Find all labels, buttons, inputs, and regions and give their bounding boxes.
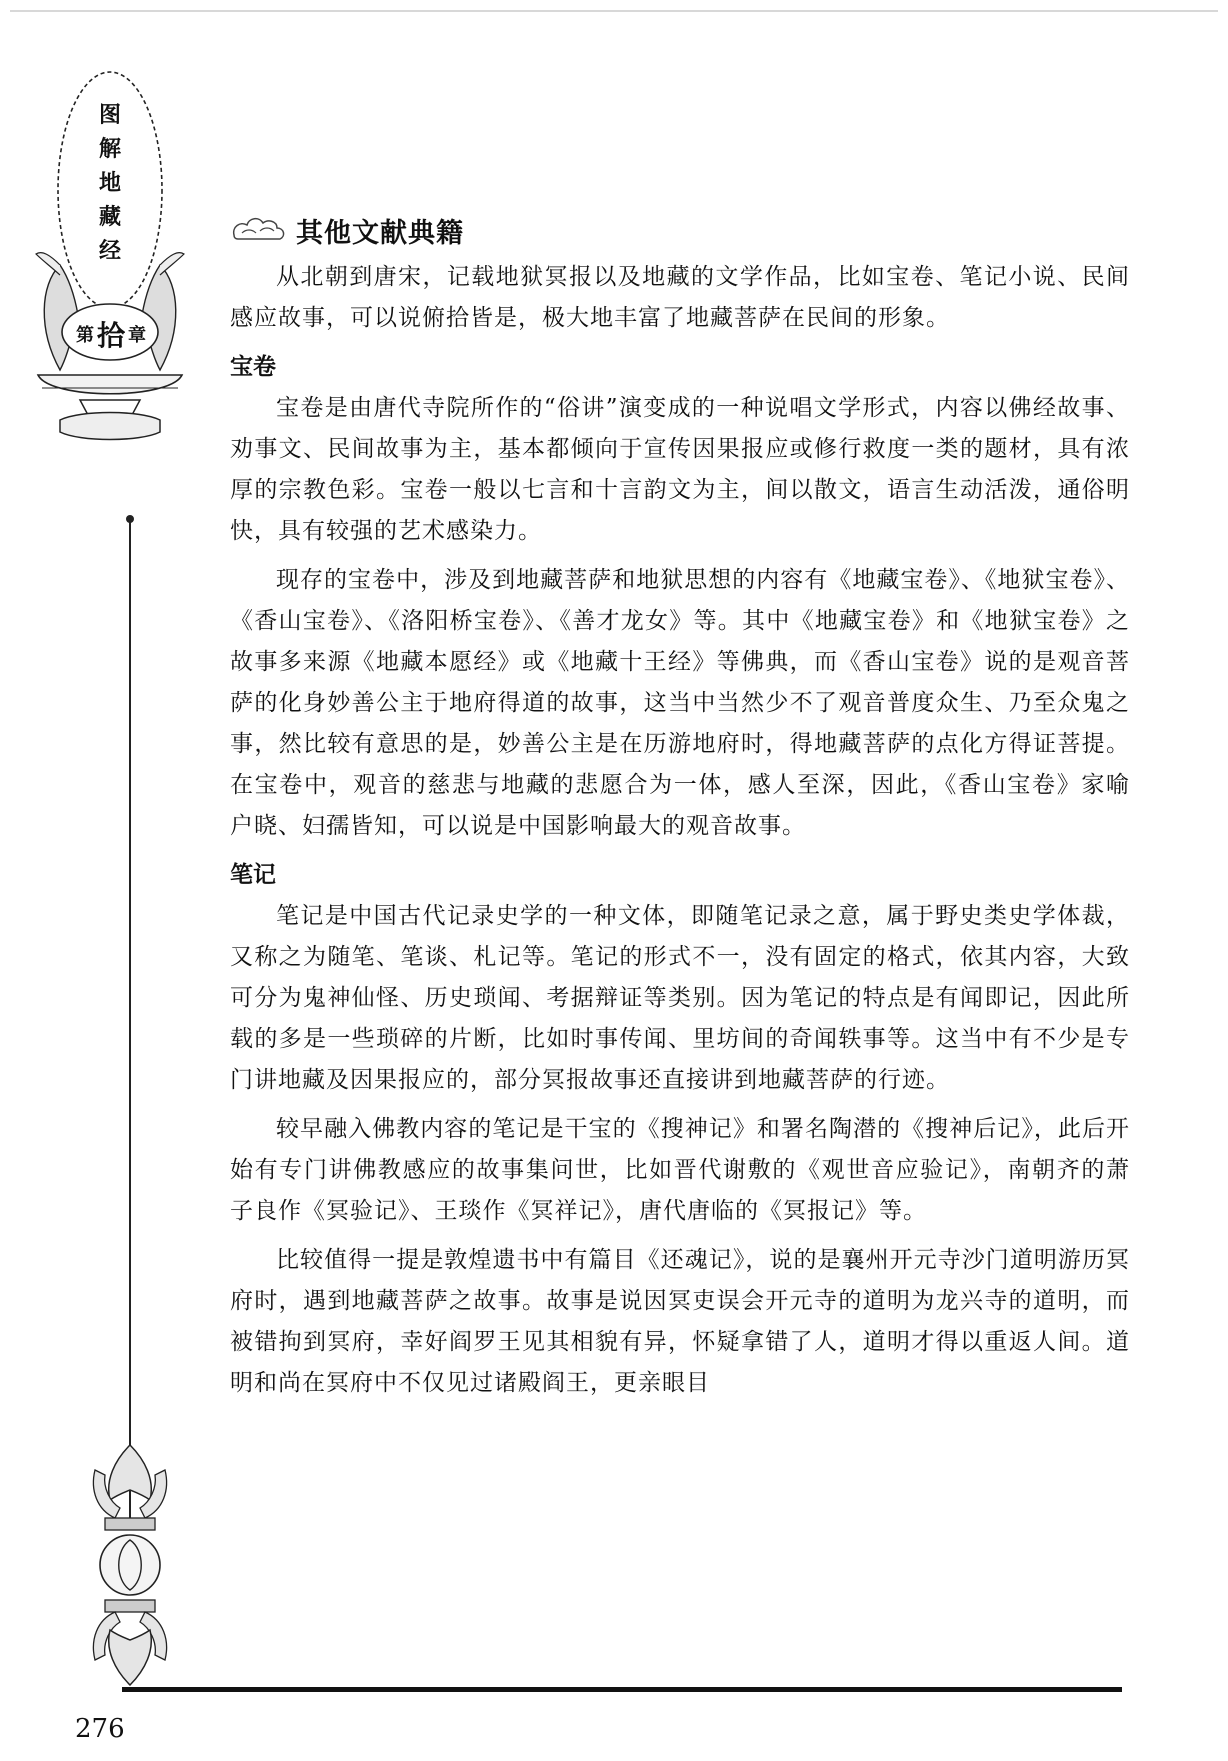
paragraph: 较早融入佛教内容的笔记是干宝的《搜神记》和署名陶潜的《搜神后记》，此后开始有专门讲佛教感应的故事集问世，比如晋代谢敷的《观世音应验记》，南朝齐的萧子良作《冥验记》、王琰作《冥祥记》，唐代唐临的《冥报记》等。 bbox=[230, 1116, 1130, 1224]
book-title-char: 图 bbox=[98, 102, 121, 128]
book-title-char: 地 bbox=[98, 170, 121, 196]
chapter-label bbox=[66, 314, 156, 354]
paragraph: 笔记是中国古代记录史学的一种文体，即随笔记录之意，属于野史类史学体裁，又称之为随笔、笔谈、札记等。笔记的形式不一，没有固定的格式，依其内容，大致可分为鬼神仙怪、历史琐闻、考据辩证等类别。因为笔记的特点是有闻即记，因此所载的多是一些琐碎的片断，比如时事传闻、里坊间的奇闻轶事等。这当中有不少是专门讲地藏及因果报应的，部分冥报故事还直接讲到地藏菩萨的行迹。 bbox=[230, 903, 1130, 1093]
paragraph: 宝卷是由唐代寺院所作的“俗讲”演变成的一种说唱文学形式，内容以佛经故事、劝事文、民间故事为主，基本都倾向于宣传因果报应或修行救度一类的题材，具有浓厚的宗教色彩。宝卷一般以七言和十言韵文为主，间以散文，语言生动活泼，通俗明快，具有较强的艺术感染力。 bbox=[230, 395, 1130, 544]
section-title: 其他文献典籍 bbox=[296, 217, 464, 249]
chapter-sidebar bbox=[20, 70, 220, 1690]
paragraph: 比较值得一提是敦煌遗书中有篇目《还魂记》，说的是襄州开元寺沙门道明游历冥府时，遇到地藏菩萨之故事。故事是说因冥吏误会开元寺的道明为龙兴寺的道明，而被错拘到冥府，幸好阎罗王见其相貌有异，怀疑拿错了人，道明才得以重返人间。道明和尚在冥府中不仅见过诸殿阎王，更亲眼目 bbox=[230, 1247, 1130, 1396]
section-header bbox=[230, 205, 1130, 255]
vajra-icon bbox=[75, 1440, 185, 1690]
section-intro: 从北朝到唐宋，记载地狱冥报以及地藏的文学作品，比如宝卷、笔记小说、民间感应故事，可以说俯拾皆是，极大地丰富了地藏菩萨在民间的形象。 bbox=[230, 264, 1130, 331]
book-title-vertical bbox=[92, 100, 128, 266]
chapter-prefix: 第 bbox=[75, 325, 94, 346]
book-title-char: 藏 bbox=[98, 204, 121, 230]
footer-rule bbox=[122, 1687, 1122, 1692]
book-title-char: 解 bbox=[98, 136, 121, 162]
top-rule bbox=[10, 10, 1218, 12]
subsection-heading-biji: 笔记 bbox=[230, 862, 276, 888]
main-content bbox=[230, 205, 1130, 1412]
paragraph: 现存的宝卷中，涉及到地藏菩萨和地狱思想的内容有《地藏宝卷》、《地狱宝卷》、《香山宝卷》、《洛阳桥宝卷》、《善才龙女》等。其中《地藏宝卷》和《地狱宝卷》之故事多来源《地藏本愿经》或《地藏十王经》等佛典，而《香山宝卷》说的是观音菩萨的化身妙善公主于地府得道的故事，这当中当然少不了观音普度众生、乃至众鬼之事，然比较有意思的是，妙善公主是在历游地府时，得地藏菩萨的点化方得证菩提。在宝卷中，观音的慈悲与地藏的悲愿合为一体，感人至深，因此，《香山宝卷》家喻户晓、妇孺皆知，可以说是中国影响最大的观音故事。 bbox=[230, 567, 1130, 839]
book-title-char: 经 bbox=[98, 238, 121, 264]
cloud-ornament-icon bbox=[230, 213, 288, 247]
subsection-heading-baojuan: 宝卷 bbox=[230, 354, 276, 380]
chapter-number: 拾 bbox=[96, 319, 125, 352]
chapter-suffix: 章 bbox=[128, 325, 146, 346]
page-number: 276 bbox=[75, 1714, 125, 1744]
sidebar-vertical-line bbox=[129, 520, 131, 1520]
